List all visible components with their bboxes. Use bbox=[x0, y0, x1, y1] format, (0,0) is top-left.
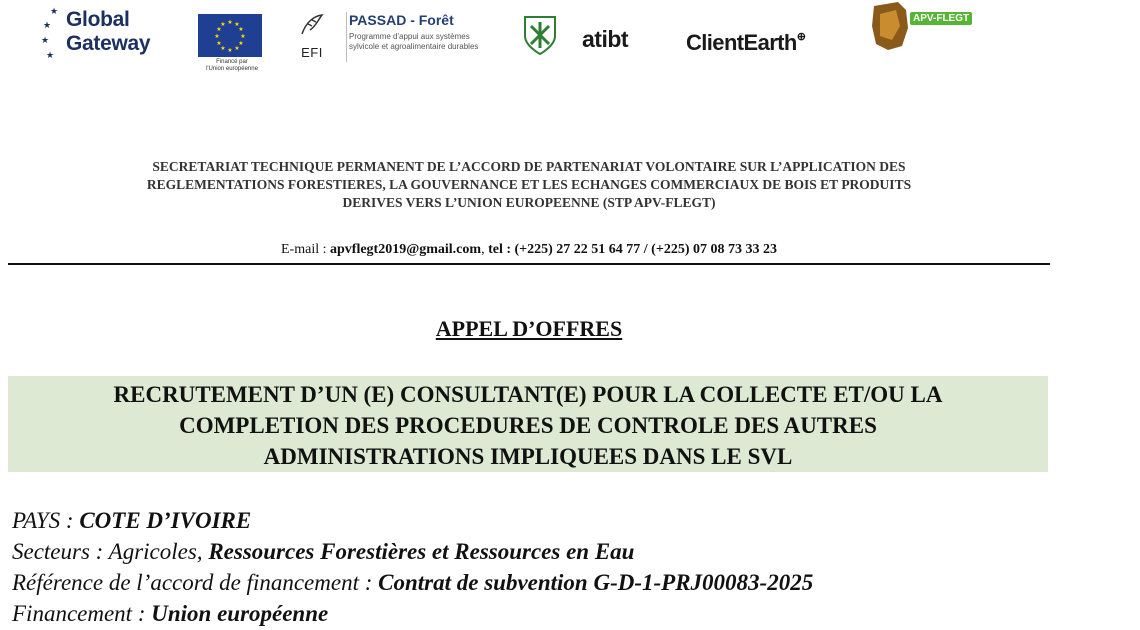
forestry-shield-logo bbox=[522, 14, 558, 56]
passad-logo bbox=[346, 12, 507, 62]
eu-flag-icon bbox=[198, 14, 262, 57]
eu-stars-icon bbox=[40, 6, 66, 62]
header-line2: REGLEMENTATIONS FORESTIERES, LA GOUVERNANCE ET LES ECHANGES COMMERCIAUX DE BOIS ET PRODUITS bbox=[146, 177, 912, 192]
svg-text:★: ★ bbox=[216, 27, 222, 33]
contact-line bbox=[8, 242, 1050, 258]
secteurs-value: Ressources Forestières et Ressources en Eau bbox=[208, 539, 635, 564]
svg-text:★: ★ bbox=[227, 20, 233, 26]
svg-text:★: ★ bbox=[227, 48, 233, 54]
efi-logo bbox=[292, 12, 332, 62]
svg-text:★: ★ bbox=[240, 34, 246, 40]
passad-sub-line2: sylvicole et agroalimentaire durables bbox=[349, 42, 479, 51]
apv-flegt-logo bbox=[868, 0, 982, 70]
svg-text:★: ★ bbox=[41, 35, 50, 45]
reference-label: Référence de l’accord de financement : bbox=[12, 570, 379, 595]
svg-text:★: ★ bbox=[238, 41, 244, 47]
svg-text:★: ★ bbox=[220, 22, 226, 28]
banner-line3: ADMINISTRATIONS IMPLIQUEES DANS LE SVL bbox=[263, 444, 793, 469]
svg-text:★: ★ bbox=[46, 50, 55, 60]
shield-icon bbox=[522, 14, 558, 56]
document-title: APPEL D’OFFRES bbox=[435, 316, 623, 341]
clientearth-name: ClientEarth bbox=[686, 30, 797, 55]
header-line1: SECRETARIAT TECHNIQUE PERMANENT DE L’ACCORD DE PARTENARIAT VOLONTAIRE SUR L’APPLICATION DES bbox=[152, 159, 906, 174]
telephone: tel : (+225) 27 22 51 64 77 / (+225) 07 08 73 33 23 bbox=[488, 242, 777, 257]
email-address[interactable]: apvflegt2019@gmail.com bbox=[330, 242, 482, 257]
header-divider bbox=[8, 263, 1050, 265]
atibt-logo bbox=[582, 26, 664, 66]
recruitment-banner bbox=[8, 376, 1048, 472]
header-line3: DERIVES VERS L’UNION EUROPEENNE (STP APV-FLEGT) bbox=[342, 195, 716, 210]
svg-text:★: ★ bbox=[220, 46, 226, 52]
svg-text:★: ★ bbox=[234, 22, 240, 28]
logo-bar bbox=[0, 0, 1140, 90]
global-gateway-logo bbox=[40, 0, 180, 62]
eu-caption-line2: l'Union européenne bbox=[206, 66, 258, 72]
svg-text:★: ★ bbox=[216, 41, 222, 47]
secteurs-label: Secteurs : Agricoles, bbox=[12, 539, 209, 564]
atibt-name: atibt bbox=[582, 26, 629, 52]
svg-text:★: ★ bbox=[43, 20, 52, 30]
reference-value: Contrat de subvention G-D-1-PRJ00083-2025 bbox=[378, 570, 814, 595]
apv-flegt-badge: APV-FLEGT bbox=[910, 12, 972, 25]
financement-value: Union européenne bbox=[151, 601, 329, 626]
svg-text:★: ★ bbox=[50, 6, 59, 16]
global-gateway-line2: Gateway bbox=[66, 32, 151, 55]
financement-label: Financement : bbox=[12, 601, 152, 626]
pays-value: COTE D’IVOIRE bbox=[79, 508, 252, 533]
contact-sep: , bbox=[481, 242, 489, 257]
svg-text:★: ★ bbox=[234, 46, 240, 52]
eu-logo bbox=[198, 14, 266, 80]
eu-caption-line1: Financé par bbox=[216, 59, 248, 65]
pays-row bbox=[12, 505, 813, 536]
banner-line2: COMPLETION DES PROCEDURES DE CONTROLE DES AUTRES bbox=[179, 413, 877, 438]
cote-divoire-map-icon bbox=[868, 0, 912, 56]
passad-title: PASSAD - Forêt bbox=[349, 12, 454, 28]
efi-label: EFI bbox=[301, 45, 323, 60]
passad-sub-line1: Programme d'appui aux systèmes bbox=[349, 32, 470, 41]
reference-row bbox=[12, 567, 813, 598]
svg-text:★: ★ bbox=[214, 34, 220, 40]
global-gateway-line1: Global bbox=[66, 8, 130, 31]
email-label: E-mail : bbox=[281, 242, 330, 257]
svg-text:★: ★ bbox=[238, 27, 244, 33]
tender-info bbox=[12, 505, 813, 629]
secteurs-row bbox=[12, 536, 813, 567]
clientearth-logo bbox=[686, 30, 805, 56]
globe-icon: ⊕ bbox=[796, 31, 806, 43]
secretariat-header bbox=[8, 158, 1050, 212]
efi-tree-icon bbox=[298, 12, 326, 38]
financement-row bbox=[12, 598, 813, 629]
pays-label: PAYS : bbox=[12, 508, 80, 533]
banner-line1: RECRUTEMENT D’UN (E) CONSULTANT(E) POUR LA COLLECTE ET/OU LA bbox=[113, 382, 943, 407]
